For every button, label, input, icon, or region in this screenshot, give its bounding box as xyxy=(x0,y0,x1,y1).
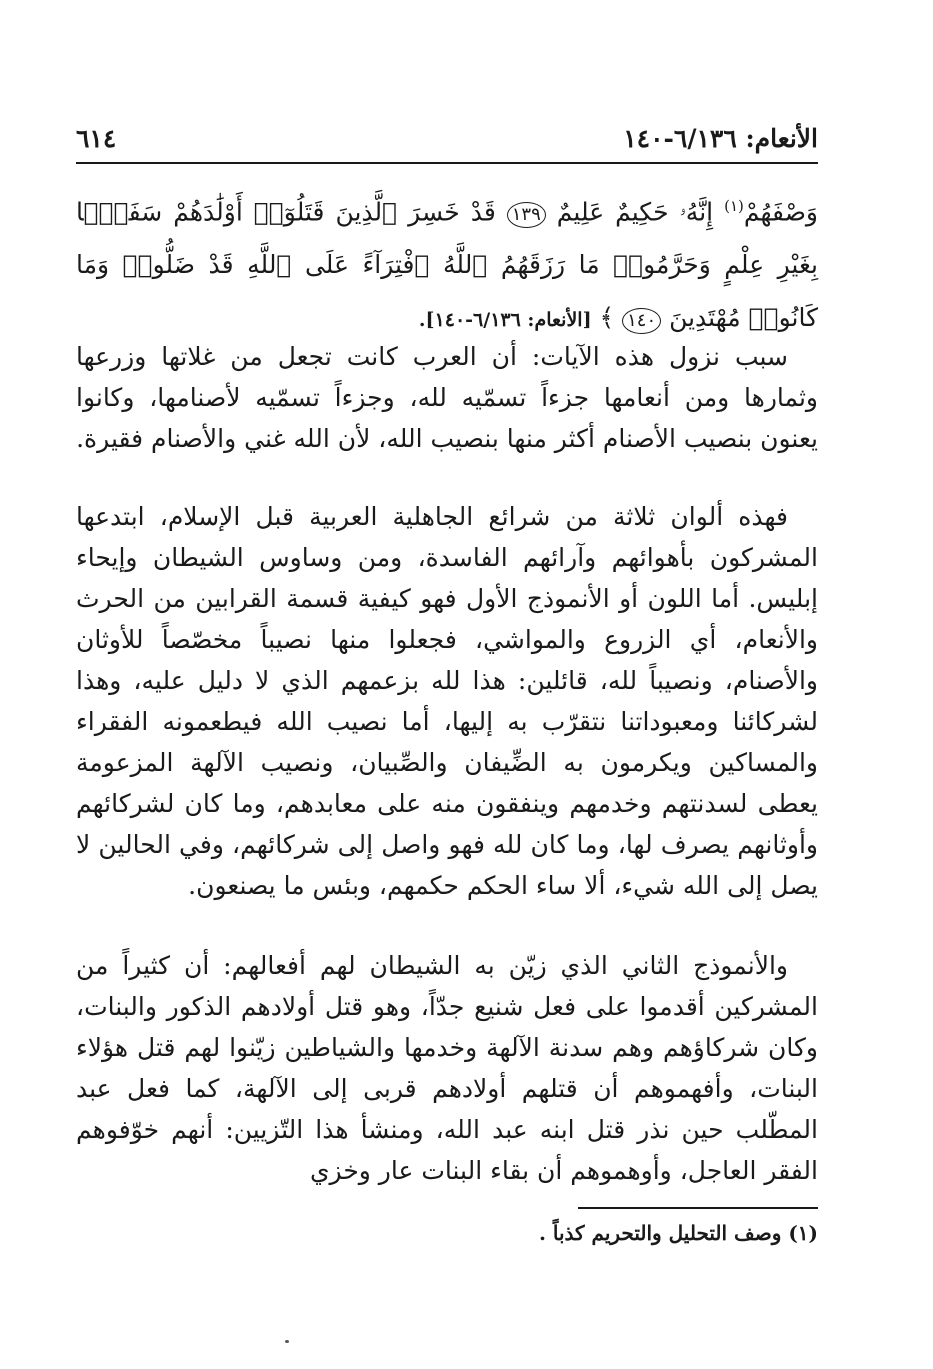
book-page xyxy=(76,0,818,1369)
verse-text-140: قَدْ خَسِرَ ٱلَّذِينَ قَتَلُوٓا۟ أَوْلَٰدَهُمْ سَفَهًۢا بِغَيْرِ عِلْمٍ وَحَرَّمُوا۟ مَا رَزَقَهُمُ ٱللَّهُ ٱفْتِرَآءً عَلَى ٱللَّهِ قَدْ ضَلُّوا۟ وَمَا كَانُوا۟ مُهْتَدِينَ xyxy=(76,197,818,333)
page-number: ٦١٤ xyxy=(76,123,117,153)
paragraph-second-model: والأنموذج الثاني الذي زيّن به الشيطان لهم أفعالهم: أن كثيراً من المشركين أقدموا على فعل شنيع جدّاً، وهو قتل أولادهم الذكور والبنات، وكان شركاؤهم وهم سدنة الآلهة وخدمها والشياطين زيّنوا لهم قتل هؤلاء البنات، وأفهموهم أن قتلهم أولادهم قربى إلى الآلهة، كما فعل عبد المطّلب حين نذر قتل ابنه عبد الله، ومنشأ هذا التّزيين: أنهم خوّفوهم الفقر العاجل، وأوهموهم أن بقاء البنات عار وخزي xyxy=(76,951,818,1185)
footnote-marker: (١) xyxy=(724,197,744,215)
chapter-reference: الأنعام: ٦/١٣٦-١٤٠ xyxy=(623,123,818,153)
footnote: (١) وصف التحليل والتحريم كذباً . xyxy=(538,1221,818,1245)
header-divider xyxy=(76,162,818,164)
print-speck xyxy=(285,1340,289,1343)
quran-verses xyxy=(76,180,818,347)
paragraph-first-model: فهذه ألوان ثلاثة من شرائع الجاهلية العربية قبل الإسلام، ابتدعها المشركون بأهوائهم وآرائهم الفاسدة، ومن وساوس الشيطان وإيحاء إبليس. أما اللون أو الأنموذج الأول فهو كيفية قسمة القرابين من الحرث والأنعام، أي الزروع والمواشي، فجعلوا منها نصيباً مخصّصاً للأوثان والأصنام، ونصيباً لله، قائلين: هذا لله بزعمهم الذي لا دليل عليه، وهذا لشركائنا ومعبوداتنا نتقرّب به إليها، أما نصيب الله فيطعمونه الفقراء والمساكين ويكرمون به الضِّيفان والصِّبيان، ونصيب الآلهة المزعومة يعطى لسدنتهم وخدمهم وينفقون منه على معابدهم، وما كان لشركائهم وأوثانهم يصرف لها، وما كان لله فهو واصل إلى شركائهم، وفي الحالين لا يصل إلى الله شيء، ألا ساء الحكم حكمهم، وبئس ما يصنعون. xyxy=(76,502,818,900)
paragraph-revelation-cause: سبب نزول هذه الآيات: أن العرب كانت تجعل من غلاتها وزرعها وثمارها ومن أنعامها جزءاً تسمّيه لله، وجزءاً تسمّيه لأصنامها، وكانوا يعنون بنصيب الأصنام أكثر منها بنصيب الله، لأن الله غني والأصنام فقيرة. xyxy=(76,342,818,453)
verse-text: إِنَّهُۥ حَكِيمٌ عَلِيمٌ xyxy=(545,197,725,227)
ayah-number-139: ١٣٩ xyxy=(507,202,546,228)
closing-bracket: ﴾ xyxy=(591,303,623,333)
page-header xyxy=(76,118,818,158)
ayah-number-140: ١٤٠ xyxy=(622,308,661,334)
verse-reference: [الأنعام: ٦/١٣٦-١٤٠]. xyxy=(418,309,592,332)
verse-text-start: وَصْفَهُمْ xyxy=(743,197,818,227)
footnote-divider xyxy=(578,1207,818,1209)
